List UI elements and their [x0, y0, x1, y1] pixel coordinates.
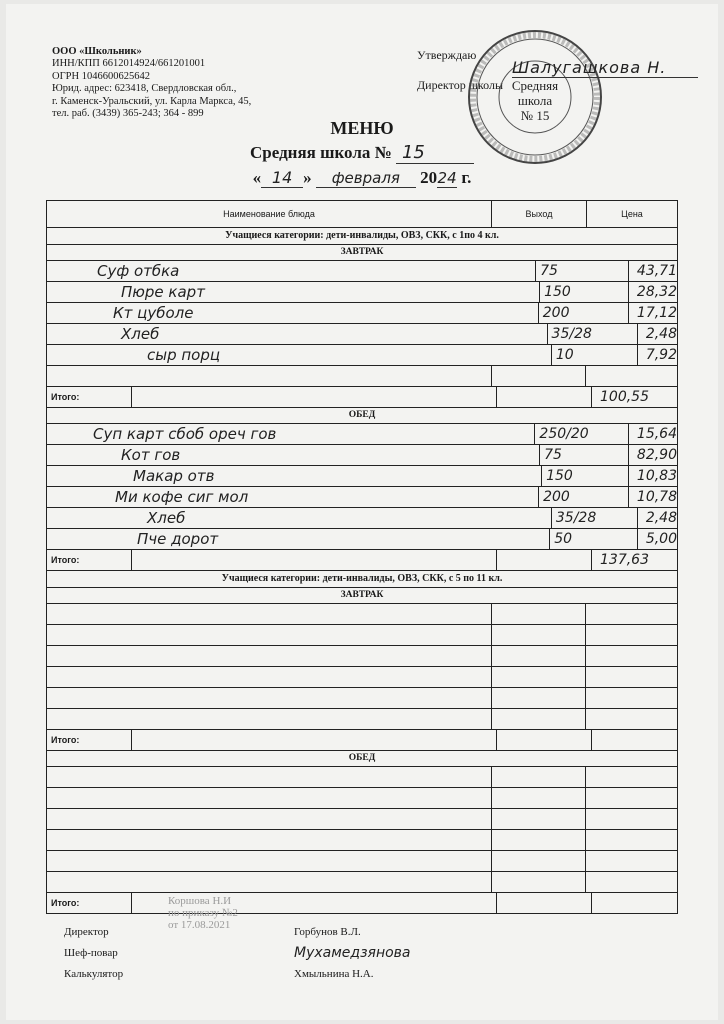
table-row — [46, 666, 678, 687]
table-row — [46, 850, 678, 871]
faint-stamp-text: Коршова Н.И по приказу №2 от 17.08.2021 — [168, 895, 238, 931]
total-row — [46, 549, 678, 570]
director-signature: Шалугашкова Н. — [512, 58, 698, 78]
table-row — [46, 624, 678, 645]
date-month: февраля — [316, 169, 416, 188]
total-row — [46, 892, 678, 914]
school-line — [0, 142, 724, 164]
total-value: 100,55 — [600, 389, 649, 405]
table-row — [46, 787, 678, 808]
header-output: Выход — [492, 201, 587, 227]
table-header — [46, 200, 678, 227]
dish-output: 250/20 — [535, 424, 628, 444]
dish-output: 150 — [540, 282, 629, 302]
table-row — [46, 323, 678, 344]
dish-name: Макар отв — [47, 466, 542, 486]
chef-name: Мухамедзянова — [294, 945, 411, 961]
school-number: 15 — [396, 142, 474, 164]
total-row — [46, 386, 678, 407]
seal-text-3: № 15 — [520, 108, 550, 123]
dish-output: 150 — [542, 466, 629, 486]
section-lunch-1: ОБЕД — [46, 407, 678, 423]
org-ogrn: ОГРН 1046600625642 — [52, 70, 150, 82]
dish-price: 28,32 — [636, 284, 677, 300]
footer-signatures — [64, 922, 123, 985]
dish-output: 35/28 — [548, 324, 638, 344]
table-row — [46, 507, 678, 528]
dish-name: Хлеб — [47, 324, 548, 344]
table-row — [46, 687, 678, 708]
dish-name: Хлеб — [47, 508, 552, 528]
total-label: Итого: — [47, 893, 132, 913]
dish-price: 5,00 — [645, 531, 677, 547]
director-label: Директор — [64, 926, 109, 938]
table-row — [46, 302, 678, 323]
dish-output: 50 — [550, 529, 638, 549]
org-inn: ИНН/КПП 6612014924/661201001 — [52, 58, 206, 70]
table-row — [46, 871, 678, 892]
school-label: Средняя школа № — [250, 143, 392, 162]
director-name: Горбунов В.Л. — [294, 926, 361, 938]
total-label: Итого: — [47, 387, 132, 407]
total-value: 137,63 — [600, 552, 649, 568]
dish-price: 15,64 — [636, 426, 677, 442]
category-2: Учащиеся категории: дети-инвалиды, ОВЗ, СКК, с 5 по 11 кл. — [46, 570, 678, 587]
dish-name: Суп карт сбоб ореч гов — [47, 424, 535, 444]
total-row — [46, 729, 678, 750]
quote-open: « — [252, 168, 262, 187]
dish-price: 7,92 — [645, 347, 677, 363]
dish-output: 200 — [539, 303, 629, 323]
calculator-name: Хмыльнина Н.А. — [294, 968, 374, 980]
dish-name: сыр порц — [47, 345, 552, 365]
table-row — [46, 603, 678, 624]
table-row — [46, 766, 678, 787]
dish-name: Ми кофе сиг мол — [47, 487, 539, 507]
table-row — [46, 344, 678, 365]
org-phone: тел. раб. (3439) 365-243; 364 - 899 — [52, 108, 204, 120]
dish-name: Пче дорот — [47, 529, 550, 549]
date-line — [0, 168, 724, 188]
quote-close: » — [303, 168, 312, 187]
dish-name: Пюре карт — [47, 282, 540, 302]
header-name: Наименование блюда — [47, 201, 492, 227]
approval-label: Утверждаю — [417, 48, 477, 62]
table-row — [46, 281, 678, 302]
section-breakfast-1: ЗАВТРАК — [46, 244, 678, 260]
org-address-1: Юрид. адрес: 623418, Свердловская обл., — [52, 83, 237, 95]
total-label: Итого: — [47, 730, 132, 750]
total-label: Итого: — [47, 550, 132, 570]
table-row — [46, 528, 678, 549]
year-prefix: 20 — [420, 168, 438, 187]
dish-price: 43,71 — [636, 263, 677, 279]
menu-title: МЕНЮ — [330, 118, 394, 138]
table-row — [46, 829, 678, 850]
dish-output: 10 — [552, 345, 638, 365]
calculator-label: Калькулятор — [64, 968, 124, 980]
category-1: Учащиеся категории: дети-инвалиды, ОВЗ, СКК, с 1по 4 кл. — [46, 227, 678, 244]
dish-output: 200 — [539, 487, 629, 507]
date-day: 14 — [261, 168, 303, 188]
table-row — [46, 423, 678, 444]
dish-price: 17,12 — [636, 305, 677, 321]
org-name: ООО «Школьник» — [52, 46, 142, 57]
footer-names — [294, 922, 411, 985]
year-tail: г. — [461, 168, 472, 187]
dish-name: Кт цуболе — [47, 303, 539, 323]
dish-output: 35/28 — [552, 508, 638, 528]
dish-output: 75 — [540, 445, 629, 465]
approval-director: Директор школы — [417, 78, 504, 92]
table-row — [46, 260, 678, 281]
dish-output: 75 — [536, 261, 629, 281]
dish-price: 2,48 — [645, 510, 677, 526]
dish-price: 82,90 — [636, 447, 677, 463]
dish-name: Кот гов — [47, 445, 540, 465]
table-row — [46, 808, 678, 829]
table-row — [46, 465, 678, 486]
org-block — [52, 46, 251, 120]
year-suffix: 24 — [437, 169, 457, 187]
section-breakfast-2: ЗАВТРАК — [46, 587, 678, 603]
table-row — [46, 365, 678, 386]
table-row — [46, 708, 678, 729]
table-row — [46, 486, 678, 507]
seal-text-2: школа — [517, 93, 553, 108]
dish-name: Суф отбка — [47, 261, 536, 281]
menu-table — [46, 200, 678, 914]
chef-label: Шеф-повар — [64, 947, 118, 959]
org-address-2: г. Каменск-Уральский, ул. Карла Маркса, 45, — [52, 95, 252, 107]
section-lunch-2: ОБЕД — [46, 750, 678, 766]
table-row — [46, 444, 678, 465]
header-price: Цена — [621, 209, 643, 219]
dish-price: 10,83 — [636, 468, 677, 484]
table-row — [46, 645, 678, 666]
seal-text-1: Средняя — [511, 78, 559, 93]
dish-price: 2,48 — [645, 326, 677, 342]
dish-price: 10,78 — [636, 489, 677, 505]
